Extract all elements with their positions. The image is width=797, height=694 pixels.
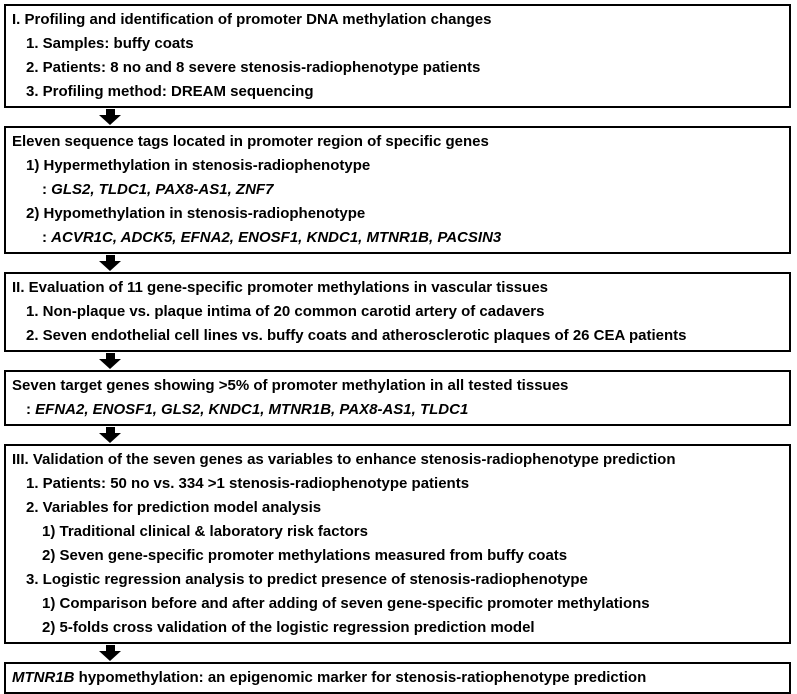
gene-names: EFNA2, ENOSF1, GLS2, KNDC1, MTNR1B, PAX8-AS1, TLDC1 <box>35 401 469 418</box>
down-arrow-icon <box>99 427 121 443</box>
box-2-eleven-sequence-tags <box>4 126 791 254</box>
box-1-profiling-identification <box>4 4 791 108</box>
text-segment: 1. Samples: buffy coats <box>26 35 194 52</box>
text-segment: 3. Profiling method: DREAM sequencing <box>26 83 314 100</box>
text-segment: 2) Seven gene-specific promoter methylations measured from buffy coats <box>42 547 568 564</box>
box-2-eleven-sequence-tags-line-5 <box>12 226 783 250</box>
box-4-seven-target-genes-line-2 <box>12 398 783 422</box>
box-1-profiling-identification-line-3 <box>12 56 783 80</box>
text-segment: 2) Hypomethylation in stenosis-radiophenotype <box>26 205 366 222</box>
arrow-head <box>99 115 121 125</box>
box-5-validation-prediction-line-7 <box>12 592 783 616</box>
box-6-conclusion-line-1 <box>12 666 783 690</box>
text-segment: II. Evaluation of 11 gene-specific promoter methylations in vascular tissues <box>12 279 549 296</box>
box-2-eleven-sequence-tags-line-4 <box>12 202 783 226</box>
arrow-head <box>99 433 121 443</box>
text-segment: 2. Patients: 8 no and 8 severe stenosis-radiophenotype patients <box>26 59 481 76</box>
text-segment: Eleven sequence tags located in promoter region of specific genes <box>12 133 489 150</box>
box-2-eleven-sequence-tags-line-3 <box>12 178 783 202</box>
flowchart <box>4 4 791 694</box>
box-5-validation-prediction-line-2 <box>12 472 783 496</box>
box-2-eleven-sequence-tags-line-2 <box>12 154 783 178</box>
text-segment: Seven target genes showing >5% of promoter methylation in all tested tissues <box>12 377 569 394</box>
text-segment: 3. Logistic regression analysis to predict presence of stenosis-radiophenotype <box>26 571 588 588</box>
box-1-profiling-identification-line-1 <box>12 8 783 32</box>
box-5-validation-prediction-line-5 <box>12 544 783 568</box>
box-5-validation-prediction-line-8 <box>12 616 783 640</box>
text-segment: 1) Traditional clinical & laboratory risk factors <box>42 523 368 540</box>
text-segment: 1. Non-plaque vs. plaque intima of 20 common carotid artery of cadavers <box>26 303 545 320</box>
text-segment: hypomethylation: an epigenomic marker for stenosis-ratiophenotype prediction <box>74 669 647 686</box>
box-3-evaluation-vascular-tissues <box>4 272 791 352</box>
box-3-evaluation-vascular-tissues-line-3 <box>12 324 783 348</box>
down-arrow-icon <box>99 255 121 271</box>
arrow-head <box>99 261 121 271</box>
text-segment: III. Validation of the seven genes as variables to enhance stenosis-radiophenotype prediction <box>12 451 676 468</box>
text-segment: : <box>42 181 52 198</box>
gene-names: GLS2, TLDC1, PAX8-AS1, ZNF7 <box>51 181 274 198</box>
gene-names: MTNR1B <box>12 669 75 686</box>
arrow-head <box>99 359 121 369</box>
box-5-validation-prediction-line-1 <box>12 448 783 472</box>
box-3-evaluation-vascular-tissues-line-1 <box>12 276 783 300</box>
box-5-validation-prediction-line-6 <box>12 568 783 592</box>
text-segment: : <box>26 401 36 418</box>
box-4-seven-target-genes <box>4 370 791 426</box>
box-6-conclusion <box>4 662 791 694</box>
down-arrow-icon <box>99 109 121 125</box>
box-3-evaluation-vascular-tissues-line-2 <box>12 300 783 324</box>
box-4-seven-target-genes-line-1 <box>12 374 783 398</box>
box-1-profiling-identification-line-2 <box>12 32 783 56</box>
text-segment: 1) Hypermethylation in stenosis-radiophenotype <box>26 157 371 174</box>
gene-names: ACVR1C, ADCK5, EFNA2, ENOSF1, KNDC1, MTNR1B, PACSIN3 <box>51 229 502 246</box>
box-5-validation-prediction-line-4 <box>12 520 783 544</box>
down-arrow-icon <box>99 353 121 369</box>
box-5-validation-prediction-line-3 <box>12 496 783 520</box>
down-arrow-icon <box>99 645 121 661</box>
text-segment: 2. Seven endothelial cell lines vs. buffy coats and atherosclerotic plaques of 26 CEA patients <box>26 327 687 344</box>
text-segment: 2) 5-folds cross validation of the logistic regression prediction model <box>42 619 535 636</box>
box-1-profiling-identification-line-4 <box>12 80 783 104</box>
text-segment: 1) Comparison before and after adding of seven gene-specific promoter methylations <box>42 595 650 612</box>
text-segment: I. Profiling and identification of promoter DNA methylation changes <box>12 11 492 28</box>
text-segment: : <box>42 229 52 246</box>
box-5-validation-prediction <box>4 444 791 644</box>
box-2-eleven-sequence-tags-line-1 <box>12 130 783 154</box>
arrow-head <box>99 651 121 661</box>
text-segment: 1. Patients: 50 no vs. 334 >1 stenosis-radiophenotype patients <box>26 475 470 492</box>
text-segment: 2. Variables for prediction model analysis <box>26 499 322 516</box>
